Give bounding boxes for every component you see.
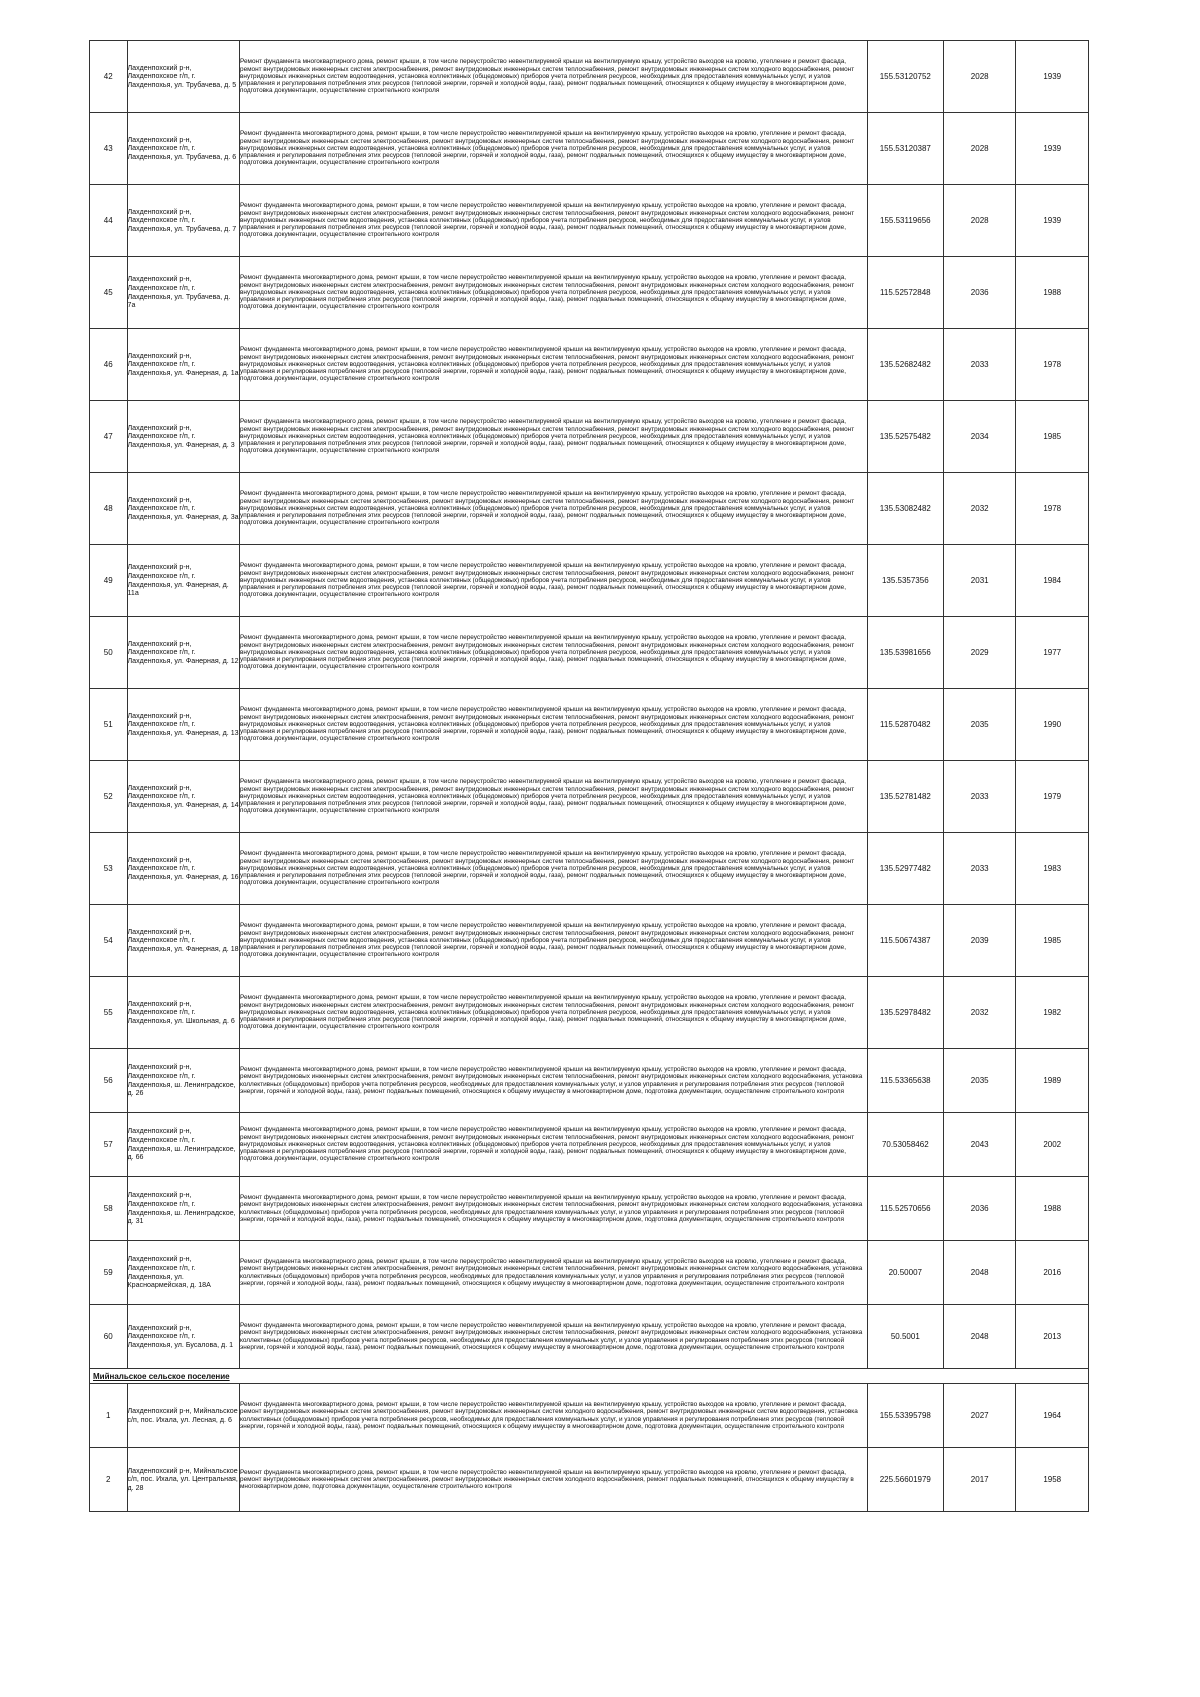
house-address: Лахденпохский р-н, Лахденпохское г/п, г. Лахденпохья, ул. Фанерная, д. 18 [127,905,240,977]
row-number: 60 [90,1305,128,1369]
house-area: 135.52978482 [867,977,943,1049]
table-row [90,1448,1089,1512]
repair-works: Ремонт фундамента многоквартирного дома, ремонт крыши, в том числе переустройство невентилируемой крыши на вентилируемую крышу, устройство выходов на кровлю, утепление и ремонт фасада, ремонт внутридомовых инженерных систем электроснабжения, ремонт внутридомовых инженерных систем теплоснабжения, ремонт внутридомовых инженерных систем холодного водоснабжения, установка коллективных (общедомовых) приборов учета потребления ресурсов, необходимых для предоставления коммунальных услуг, и узлов управления и регулирования потребления этих ресурсов (тепловой энергии, горячей и холодной воды, газа), ремонт подвальных помещений, относящихся к общему имуществу в многоквартирном доме, подготовка документации, осуществление строительного контроля [240,1177,868,1241]
table-row [90,761,1089,833]
section-title: Мийнальское сельское поселение [90,1369,1089,1384]
repair-works: Ремонт фундамента многоквартирного дома, ремонт крыши, в том числе переустройство невентилируемой крыши на вентилируемую крышу, устройство выходов на кровлю, утепление и ремонт фасада, ремонт внутридомовых инженерных систем электроснабжения, ремонт внутридомовых инженерных систем теплоснабжения, ремонт внутридомовых инженерных систем холодного водоснабжения, ремонт внутридомовых инженерных систем водоотведения, установка коллективных (общедомовых) приборов учета потребления ресурсов, необходимых для предоставления коммунальных услуг, и узлов управления и регулирования потребления этих ресурсов (тепловой энергии, горячей и холодной воды, газа), ремонт подвальных помещений, относящихся к общему имуществу в многоквартирном доме, подготовка документации, осуществление строительного контроля [240,905,868,977]
table-row [90,113,1089,185]
repair-works: Ремонт фундамента многоквартирного дома, ремонт крыши, в том числе переустройство невентилируемой крыши на вентилируемую крышу, устройство выходов на кровлю, утепление и ремонт фасада, ремонт внутридомовых инженерных систем электроснабжения, ремонт внутридомовых инженерных систем теплоснабжения, ремонт внутридомовых инженерных систем холодного водоснабжения, ремонт внутридомовых инженерных систем водоотведения, установка коллективных (общедомовых) приборов учета потребления ресурсов, необходимых для предоставления коммунальных услуг, и узлов управления и регулирования потребления этих ресурсов (тепловой энергии, горячей и холодной воды, газа), ремонт подвальных помещений, относящихся к общему имуществу в многоквартирном доме, подготовка документации, осуществление строительного контроля [240,41,868,113]
house-area: 155.53395798 [867,1384,943,1448]
repair-works: Ремонт фундамента многоквартирного дома, ремонт крыши, в том числе переустройство невентилируемой крыши на вентилируемую крышу, устройство выходов на кровлю, утепление и ремонт фасада, ремонт внутридомовых инженерных систем электроснабжения, ремонт внутридомовых инженерных систем теплоснабжения, ремонт внутридомовых инженерных систем холодного водоснабжения, ремонт внутридомовых инженерных систем водоотведения, установка коллективных (общедомовых) приборов учета потребления ресурсов, необходимых для предоставления коммунальных услуг, и узлов управления и регулирования потребления этих ресурсов (тепловой энергии, горячей и холодной воды, газа), ремонт подвальных помещений, относящихся к общему имуществу в многоквартирном доме, подготовка документации, осуществление строительного контроля [240,545,868,617]
row-number: 59 [90,1241,128,1305]
house-area: 225.56601979 [867,1448,943,1512]
build-year: 1985 [1016,401,1089,473]
row-number: 51 [90,689,128,761]
row-number: 42 [90,41,128,113]
repair-works: Ремонт фундамента многоквартирного дома, ремонт крыши, в том числе переустройство невентилируемой крыши на вентилируемую крышу, устройство выходов на кровлю, утепление и ремонт фасада, ремонт внутридомовых инженерных систем электроснабжения, ремонт внутридомовых инженерных систем теплоснабжения, ремонт внутридомовых инженерных систем холодного водоснабжения, ремонт внутридомовых инженерных систем водоотведения, установка коллективных (общедомовых) приборов учета потребления ресурсов, необходимых для предоставления коммунальных услуг, и узлов управления и регулирования потребления этих ресурсов (тепловой энергии, горячей и холодной воды, газа), ремонт подвальных помещений, относящихся к общему имуществу в многоквартирном доме, подготовка документации, осуществление строительного контроля [240,761,868,833]
row-number: 55 [90,977,128,1049]
house-area: 115.53365638 [867,1049,943,1113]
row-number: 58 [90,1177,128,1241]
build-year: 2013 [1016,1305,1089,1369]
house-area: 135.52575482 [867,401,943,473]
row-number: 2 [90,1448,128,1512]
row-number: 45 [90,257,128,329]
row-number: 52 [90,761,128,833]
house-address: Лахденпохский р-н, Лахденпохское г/п, г. Лахденпохья, ул. Фанерная, д. 11а [127,545,240,617]
repair-year: 2043 [943,1113,1016,1177]
row-number: 54 [90,905,128,977]
build-year: 2016 [1016,1241,1089,1305]
table-row [90,1049,1089,1113]
build-year: 1988 [1016,1177,1089,1241]
build-year: 1964 [1016,1384,1089,1448]
table-row [90,473,1089,545]
repair-works: Ремонт фундамента многоквартирного дома, ремонт крыши, в том числе переустройство невентилируемой крыши на вентилируемую крышу, устройство выходов на кровлю, утепление и ремонт фасада, ремонт внутридомовых инженерных систем электроснабжения, ремонт внутридомовых инженерных систем теплоснабжения, ремонт внутридомовых инженерных систем холодного водоснабжения, ремонт внутридомовых инженерных систем водоотведения, установка коллективных (общедомовых) приборов учета потребления ресурсов, необходимых для предоставления коммунальных услуг, и узлов управления и регулирования потребления этих ресурсов (тепловой энергии, горячей и холодной воды, газа), ремонт подвальных помещений, относящихся к общему имуществу в многоквартирном доме, подготовка документации, осуществление строительного контроля [240,113,868,185]
table-row [90,977,1089,1049]
row-number: 53 [90,833,128,905]
house-address: Лахденпохский р-н, Лахденпохское г/п, г. Лахденпохья, ул. Бусалова, д. 1 [127,1305,240,1369]
repair-year: 2028 [943,41,1016,113]
repair-year: 2028 [943,185,1016,257]
row-number: 1 [90,1384,128,1448]
build-year: 1978 [1016,329,1089,401]
build-year: 1985 [1016,905,1089,977]
build-year: 1983 [1016,833,1089,905]
repair-year: 2029 [943,617,1016,689]
repair-works: Ремонт фундамента многоквартирного дома, ремонт крыши, в том числе переустройство невентилируемой крыши на вентилируемую крышу, устройство выходов на кровлю, утепление и ремонт фасада, ремонт внутридомовых инженерных систем электроснабжения, ремонт внутридомовых инженерных систем теплоснабжения, ремонт внутридомовых инженерных систем холодного водоснабжения, ремонт внутридомовых инженерных систем водоотведения, установка коллективных (общедомовых) приборов учета потребления ресурсов, необходимых для предоставления коммунальных услуг, и узлов управления и регулирования потребления этих ресурсов (тепловой энергии, горячей и холодной воды, газа), ремонт подвальных помещений, относящихся к общему имуществу в многоквартирном доме, подготовка документации, осуществление строительного контроля [240,185,868,257]
repair-works: Ремонт фундамента многоквартирного дома, ремонт крыши, в том числе переустройство невентилируемой крыши на вентилируемую крышу, устройство выходов на кровлю, утепление и ремонт фасада, ремонт внутридомовых инженерных систем электроснабжения, ремонт внутридомовых инженерных систем теплоснабжения, ремонт внутридомовых инженерных систем холодного водоснабжения, ремонт внутридомовых инженерных систем водоотведения, установка коллективных (общедомовых) приборов учета потребления ресурсов, необходимых для предоставления коммунальных услуг, и узлов управления и регулирования потребления этих ресурсов (тепловой энергии, горячей и холодной воды, газа), ремонт подвальных помещений, относящихся к общему имуществу в многоквартирном доме, подготовка документации, осуществление строительного контроля [240,977,868,1049]
table-row [90,257,1089,329]
house-address: Лахденпохский р-н, Лахденпохское г/п, г. Лахденпохья, ул. Школьная, д. 6 [127,977,240,1049]
repair-year: 2033 [943,761,1016,833]
table-row [90,185,1089,257]
build-year: 1939 [1016,41,1089,113]
house-address: Лахденпохский р-н, Лахденпохское г/п, г. Лахденпохья, ш. Ленинградское, д. 26 [127,1049,240,1113]
repair-year: 2027 [943,1384,1016,1448]
build-year: 1988 [1016,257,1089,329]
row-number: 50 [90,617,128,689]
table-row [90,329,1089,401]
house-address: Лахденпохский р-н, Лахденпохское г/п, г. Лахденпохья, ул. Красноармейская, д. 18А [127,1241,240,1305]
table-row [90,401,1089,473]
table-row [90,1113,1089,1177]
house-area: 135.52781482 [867,761,943,833]
house-area: 135.5357356 [867,545,943,617]
house-area: 115.52572848 [867,257,943,329]
table-row [90,1241,1089,1305]
table-row [90,41,1089,113]
house-address: Лахденпохский р-н, Лахденпохское г/п, г. Лахденпохья, ул. Трубачева, д. 7 [127,185,240,257]
table-row [90,1305,1089,1369]
row-number: 47 [90,401,128,473]
repair-year: 2033 [943,833,1016,905]
repair-works: Ремонт фундамента многоквартирного дома, ремонт крыши, в том числе переустройство невентилируемой крыши на вентилируемую крышу, устройство выходов на кровлю, утепление и ремонт фасада, ремонт внутридомовых инженерных систем электроснабжения, ремонт внутридомовых инженерных систем теплоснабжения, ремонт внутридомовых инженерных систем холодного водоснабжения, ремонт внутридомовых инженерных систем водоотведения, установка коллективных (общедомовых) приборов учета потребления ресурсов, необходимых для предоставления коммунальных услуг, и узлов управления и регулирования потребления этих ресурсов (тепловой энергии, горячей и холодной воды, газа), ремонт подвальных помещений, относящихся к общему имуществу в многоквартирном доме, подготовка документации, осуществление строительного контроля [240,833,868,905]
row-number: 44 [90,185,128,257]
row-number: 48 [90,473,128,545]
house-area: 115.52870482 [867,689,943,761]
table-body [90,41,1089,1512]
repair-year: 2017 [943,1448,1016,1512]
house-address: Лахденпохский р-н, Лахденпохское г/п, г. Лахденпохья, ул. Фанерная, д. 16 [127,833,240,905]
row-number: 49 [90,545,128,617]
repair-works: Ремонт фундамента многоквартирного дома, ремонт крыши, в том числе переустройство невентилируемой крыши на вентилируемую крышу, устройство выходов на кровлю, утепление и ремонт фасада, ремонт внутридомовых инженерных систем электроснабжения, ремонт внутридомовых инженерных систем теплоснабжения, ремонт внутридомовых инженерных систем холодного водоснабжения, установка коллективных (общедомовых) приборов учета потребления ресурсов, необходимых для предоставления коммунальных услуг, и узлов управления и регулирования потребления этих ресурсов (тепловой энергии, горячей и холодной воды, газа), ремонт подвальных помещений, относящихся к общему имуществу в многоквартирном доме, подготовка документации, осуществление строительного контроля [240,1305,868,1369]
row-number: 57 [90,1113,128,1177]
repair-year: 2035 [943,1049,1016,1113]
repair-works: Ремонт фундамента многоквартирного дома, ремонт крыши, в том числе переустройство невентилируемой крыши на вентилируемую крышу, устройство выходов на кровлю, утепление и ремонт фасада, ремонт внутридомовых инженерных систем электроснабжения, ремонт внутридомовых инженерных систем теплоснабжения, ремонт внутридомовых инженерных систем холодного водоснабжения, ремонт внутридомовых инженерных систем водоотведения, установка коллективных (общедомовых) приборов учета потребления ресурсов, необходимых для предоставления коммунальных услуг, и узлов управления и регулирования потребления этих ресурсов (тепловой энергии, горячей и холодной воды, газа), ремонт подвальных помещений, относящихся к общему имуществу в многоквартирном доме, подготовка документации, осуществление строительного контроля [240,473,868,545]
build-year: 1989 [1016,1049,1089,1113]
repair-year: 2036 [943,257,1016,329]
table-row [90,833,1089,905]
table-row [90,905,1089,977]
house-address: Лахденпохский р-н, Лахденпохское г/п, г. Лахденпохья, ул. Фанерная, д. 3 [127,401,240,473]
house-area: 135.52977482 [867,833,943,905]
house-area: 135.53082482 [867,473,943,545]
repair-year: 2032 [943,977,1016,1049]
build-year: 1939 [1016,113,1089,185]
house-area: 70.53058462 [867,1113,943,1177]
house-address: Лахденпохский р-н, Лахденпохское г/п, г. Лахденпохья, ул. Фанерная, д. 1а [127,329,240,401]
house-area: 20.50007 [867,1241,943,1305]
repair-year: 2048 [943,1305,1016,1369]
house-address: Лахденпохский р-н, Лахденпохское г/п, г. Лахденпохья, ул. Фанерная, д. 12 [127,617,240,689]
house-area: 135.53981656 [867,617,943,689]
house-area: 155.53120387 [867,113,943,185]
row-number: 43 [90,113,128,185]
repair-year: 2034 [943,401,1016,473]
build-year: 1990 [1016,689,1089,761]
house-address: Лахденпохский р-н, Лахденпохское г/п, г. Лахденпохья, ул. Фанерная, д. 13 [127,689,240,761]
repair-year: 2039 [943,905,1016,977]
repair-year: 2035 [943,689,1016,761]
repair-year: 2033 [943,329,1016,401]
house-address: Лахденпохский р-н, Лахденпохское г/п, г. Лахденпохья, ул. Трубачева, д. 5 [127,41,240,113]
house-address: Лахденпохский р-н, Лахденпохское г/п, г. Лахденпохья, ул. Фанерная, д. 3а [127,473,240,545]
build-year: 1978 [1016,473,1089,545]
house-address: Лахденпохский р-н, Лахденпохское г/п, г. Лахденпохья, ул. Трубачева, д. 7а [127,257,240,329]
house-address: Лахденпохский р-н, Лахденпохское г/п, г. Лахденпохья, ул. Трубачева, д. 6 [127,113,240,185]
row-number: 46 [90,329,128,401]
house-area: 155.53119656 [867,185,943,257]
house-address: Лахденпохский р-н, Лахденпохское г/п, г. Лахденпохья, ш. Ленинградское, д. 66 [127,1113,240,1177]
capital-repair-table [89,40,1089,1512]
section-header-row [90,1369,1089,1384]
build-year: 1982 [1016,977,1089,1049]
repair-works: Ремонт фундамента многоквартирного дома, ремонт крыши, в том числе переустройство невентилируемой крыши на вентилируемую крышу, устройство выходов на кровлю, утепление и ремонт фасада, ремонт внутридомовых инженерных систем электроснабжения, ремонт внутридомовых инженерных систем теплоснабжения, ремонт внутридомовых инженерных систем холодного водоснабжения, ремонт внутридомовых инженерных систем водоотведения, установка коллективных (общедомовых) приборов учета потребления ресурсов, необходимых для предоставления коммунальных услуг, и узлов управления и регулирования потребления этих ресурсов (тепловой энергии, горячей и холодной воды, газа), ремонт подвальных помещений, относящихся к общему имуществу в многоквартирном доме, подготовка документации, осуществление строительного контроля [240,1113,868,1177]
repair-works: Ремонт фундамента многоквартирного дома, ремонт крыши, в том числе переустройство невентилируемой крыши на вентилируемую крышу, устройство выходов на кровлю, утепление и ремонт фасада, ремонт внутридомовых инженерных систем электроснабжения, ремонт внутридомовых инженерных систем теплоснабжения, ремонт внутридомовых инженерных систем холодного водоснабжения, установка коллективных (общедомовых) приборов учета потребления ресурсов, необходимых для предоставления коммунальных услуг, и узлов управления и регулирования потребления этих ресурсов (тепловой энергии, горячей и холодной воды, газа), ремонт подвальных помещений, относящихся к общему имуществу в многоквартирном доме, подготовка документации, осуществление строительного контроля [240,1241,868,1305]
build-year: 1984 [1016,545,1089,617]
repair-year: 2028 [943,113,1016,185]
house-address: Лахденпохский р-н, Мийнальское с/п, пос. Ихала, ул. Центральная, д. 28 [127,1448,240,1512]
repair-year: 2032 [943,473,1016,545]
table-row [90,545,1089,617]
repair-works: Ремонт фундамента многоквартирного дома, ремонт крыши, в том числе переустройство невентилируемой крыши на вентилируемую крышу, устройство выходов на кровлю, утепление и ремонт фасада, ремонт внутридомовых инженерных систем электроснабжения, ремонт внутридомовых инженерных систем теплоснабжения, ремонт внутридомовых инженерных систем холодного водоснабжения, ремонт внутридомовых инженерных систем водоотведения, установка коллективных (общедомовых) приборов учета потребления ресурсов, необходимых для предоставления коммунальных услуг, и узлов управления и регулирования потребления этих ресурсов (тепловой энергии, горячей и холодной воды, газа), ремонт подвальных помещений, относящихся к общему имуществу в многоквартирном доме, подготовка документации, осуществление строительного контроля [240,401,868,473]
repair-works: Ремонт фундамента многоквартирного дома, ремонт крыши, в том числе переустройство невентилируемой крыши на вентилируемую крышу, устройство выходов на кровлю, утепление и ремонт фасада, ремонт внутридомовых инженерных систем электроснабжения, ремонт внутридомовых инженерных систем холодного водоснабжения, ремонт подвальных помещений, относящихся к общему имуществу в многоквартирном доме, подготовка документации, осуществление строительного контроля [240,1448,868,1512]
repair-year: 2048 [943,1241,1016,1305]
build-year: 1939 [1016,185,1089,257]
table-row [90,1384,1089,1448]
repair-works: Ремонт фундамента многоквартирного дома, ремонт крыши, в том числе переустройство невентилируемой крыши на вентилируемую крышу, устройство выходов на кровлю, утепление и ремонт фасада, ремонт внутридомовых инженерных систем электроснабжения, ремонт внутридомовых инженерных систем теплоснабжения, ремонт внутридомовых инженерных систем холодного водоснабжения, ремонт внутридомовых инженерных систем водоотведения, установка коллективных (общедомовых) приборов учета потребления ресурсов, необходимых для предоставления коммунальных услуг, и узлов управления и регулирования потребления этих ресурсов (тепловой энергии, горячей и холодной воды, газа), ремонт подвальных помещений, относящихся к общему имуществу в многоквартирном доме, подготовка документации, осуществление строительного контроля [240,689,868,761]
repair-works: Ремонт фундамента многоквартирного дома, ремонт крыши, в том числе переустройство невентилируемой крыши на вентилируемую крышу, устройство выходов на кровлю, утепление и ремонт фасада, ремонт внутридомовых инженерных систем электроснабжения, ремонт внутридомовых инженерных систем теплоснабжения, ремонт внутридомовых инженерных систем холодного водоснабжения, ремонт внутридомовых инженерных систем водоотведения, установка коллективных (общедомовых) приборов учета потребления ресурсов, необходимых для предоставления коммунальных услуг, и узлов управления и регулирования потребления этих ресурсов (тепловой энергии, горячей и холодной воды, газа), ремонт подвальных помещений, относящихся к общему имуществу в многоквартирном доме, подготовка документации, осуществление строительного контроля [240,617,868,689]
repair-works: Ремонт фундамента многоквартирного дома, ремонт крыши, в том числе переустройство невентилируемой крыши на вентилируемую крышу, устройство выходов на кровлю, утепление и ремонт фасада, ремонт внутридомовых инженерных систем электроснабжения, ремонт внутридомовых инженерных систем теплоснабжения, ремонт внутридомовых инженерных систем холодного водоснабжения, ремонт внутридомовых инженерных систем водоотведения, установка коллективных (общедомовых) приборов учета потребления ресурсов, необходимых для предоставления коммунальных услуг, и узлов управления и регулирования потребления этих ресурсов (тепловой энергии, горячей и холодной воды, газа), ремонт подвальных помещений, относящихся к общему имуществу в многоквартирном доме, подготовка документации, осуществление строительного контроля [240,329,868,401]
build-year: 2002 [1016,1113,1089,1177]
house-area: 155.53120752 [867,41,943,113]
house-area: 50.5001 [867,1305,943,1369]
house-address: Лахденпохский р-н, Лахденпохское г/п, г. Лахденпохья, ш. Ленинградское, д. 31 [127,1177,240,1241]
table-row [90,1177,1089,1241]
repair-works: Ремонт фундамента многоквартирного дома, ремонт крыши, в том числе переустройство невентилируемой крыши на вентилируемую крышу, устройство выходов на кровлю, утепление и ремонт фасада, ремонт внутридомовых инженерных систем электроснабжения, ремонт внутридомовых инженерных систем теплоснабжения, ремонт внутридомовых инженерных систем холодного водоснабжения, установка коллективных (общедомовых) приборов учета потребления ресурсов, необходимых для предоставления коммунальных услуг, и узлов управления и регулирования потребления этих ресурсов (тепловой энергии, горячей и холодной воды, газа), ремонт подвальных помещений, относящихся к общему имуществу в многоквартирном доме, подготовка документации, осуществление строительного контроля [240,1049,868,1113]
repair-year: 2031 [943,545,1016,617]
repair-works: Ремонт фундамента многоквартирного дома, ремонт крыши, в том числе переустройство невентилируемой крыши на вентилируемую крышу, устройство выходов на кровлю, утепление и ремонт фасада, ремонт внутридомовых инженерных систем электроснабжения, ремонт внутридомовых инженерных систем теплоснабжения, ремонт внутридомовых инженерных систем холодного водоснабжения, ремонт внутридомовых инженерных систем водоотведения, установка коллективных (общедомовых) приборов учета потребления ресурсов, необходимых для предоставления коммунальных услуг, и узлов управления и регулирования потребления этих ресурсов (тепловой энергии, горячей и холодной воды, газа), ремонт подвальных помещений, относящихся к общему имуществу в многоквартирном доме, подготовка документации, осуществление строительного контроля [240,257,868,329]
house-area: 115.52570656 [867,1177,943,1241]
house-address: Лахденпохский р-н, Мийнальское с/п, пос. Ихала, ул. Лесная, д. 6 [127,1384,240,1448]
table-row [90,689,1089,761]
house-address: Лахденпохский р-н, Лахденпохское г/п, г. Лахденпохья, ул. Фанерная, д. 14 [127,761,240,833]
repair-year: 2036 [943,1177,1016,1241]
build-year: 1979 [1016,761,1089,833]
row-number: 56 [90,1049,128,1113]
table-row [90,617,1089,689]
build-year: 1958 [1016,1448,1089,1512]
repair-works: Ремонт фундамента многоквартирного дома, ремонт крыши, в том числе переустройство невентилируемой крыши на вентилируемую крышу, устройство выходов на кровлю, утепление и ремонт фасада, ремонт внутридомовых инженерных систем электроснабжения, ремонт внутридомовых инженерных систем холодного водоснабжения, ремонт внутридомовых инженерных систем водоотведения, установка коллективных (общедомовых) приборов учета потребления ресурсов, необходимых для предоставления коммунальных услуг, и узлов управления и регулирования потребления этих ресурсов (тепловой энергии, горячей и холодной воды, газа), ремонт подвальных помещений, относящихся к общему имуществу в многоквартирном доме, подготовка документации, осуществление строительного контроля [240,1384,868,1448]
house-area: 115.50674387 [867,905,943,977]
house-area: 135.52682482 [867,329,943,401]
build-year: 1977 [1016,617,1089,689]
